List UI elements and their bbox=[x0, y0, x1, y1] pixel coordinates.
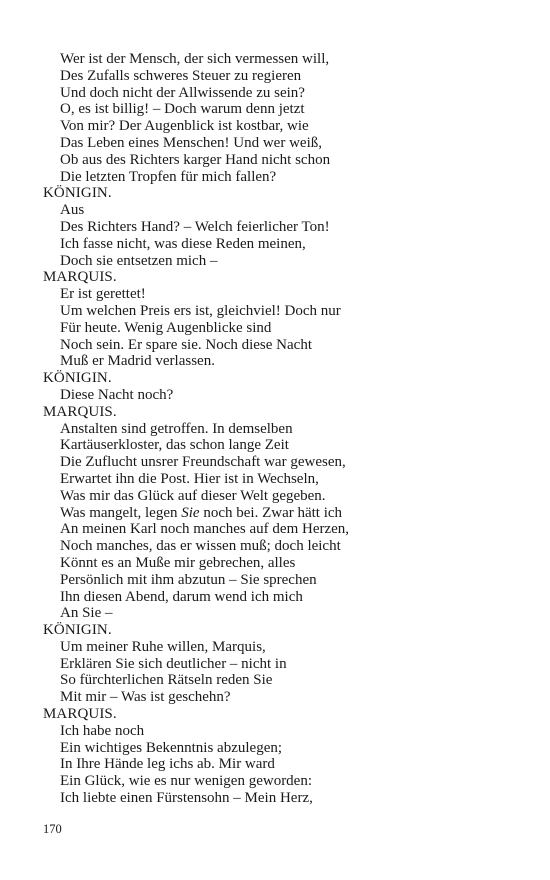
verse-line: An meinen Karl noch manches auf dem Herzen, bbox=[60, 521, 350, 538]
verse-line bbox=[0, 505, 550, 522]
page-number: 170 bbox=[43, 822, 62, 836]
verse-line: So fürchterlichen Rätseln reden Sie bbox=[60, 672, 273, 689]
verse-line: Was mir das Glück auf dieser Welt gegeben. bbox=[60, 487, 326, 504]
verse-line: Um welchen Preis ers ist, gleichviel! Doch nur bbox=[60, 302, 341, 319]
verse-line: An Sie – bbox=[60, 605, 113, 622]
emphasized-word: Sie bbox=[181, 504, 200, 521]
verse-line: Ein wichtiges Bekenntnis abzulegen; bbox=[60, 739, 283, 756]
verse-line: Und doch nicht der Allwissende zu sein? bbox=[60, 84, 305, 101]
verse-line: Ihn diesen Abend, darum wend ich mich bbox=[60, 588, 303, 605]
verse-line: Könnt es an Muße mir gebrechen, alles bbox=[60, 554, 296, 571]
verse-line: In Ihre Hände leg ichs ab. Mir ward bbox=[60, 756, 275, 773]
verse-text: noch bei. Zwar hätt ich bbox=[199, 504, 343, 521]
verse-line: Ich habe noch bbox=[60, 722, 145, 739]
verse-line: Ich fasse nicht, was diese Reden meinen, bbox=[60, 235, 306, 252]
drama-text bbox=[0, 51, 550, 807]
verse-line: Erwartet ihn die Post. Hier ist in Wechseln, bbox=[60, 470, 319, 487]
verse-line: Des Richters Hand? – Welch feierlicher Ton! bbox=[60, 218, 330, 235]
verse-line: Mit mir – Was ist geschehn? bbox=[60, 689, 231, 706]
speaker-name: MARQUIS. bbox=[43, 706, 117, 723]
verse-line: Von mir? Der Augenblick ist kostbar, wie bbox=[60, 118, 309, 135]
verse-line: Noch sein. Er spare sie. Noch diese Nacht bbox=[60, 336, 312, 353]
verse-line: Die letzten Tropfen für mich fallen? bbox=[60, 168, 277, 185]
verse-line: Um meiner Ruhe willen, Marquis, bbox=[60, 638, 266, 655]
verse-text: Was mangelt, legen bbox=[60, 504, 182, 521]
speaker-name: KÖNIGIN. bbox=[43, 185, 112, 202]
speaker-name: MARQUIS. bbox=[43, 269, 117, 286]
verse-line: Das Leben eines Menschen! Und wer weiß, bbox=[60, 134, 322, 151]
verse-line: Anstalten sind getroffen. In demselben bbox=[60, 420, 293, 437]
speaker-name: KÖNIGIN. bbox=[43, 622, 112, 639]
verse-line: Ob aus des Richters karger Hand nicht schon bbox=[60, 151, 331, 168]
verse-line: Ich liebte einen Fürstensohn – Mein Herz, bbox=[60, 790, 313, 807]
verse-line: Doch sie entsetzen mich – bbox=[60, 252, 218, 269]
verse-line: Aus bbox=[60, 202, 85, 219]
verse-line: Kartäuserkloster, das schon lange Zeit bbox=[60, 437, 289, 454]
speaker-name: MARQUIS. bbox=[43, 403, 117, 420]
verse-line: Persönlich mit ihm abzutun – Sie sprechen bbox=[60, 571, 317, 588]
verse-line: Muß er Madrid verlassen. bbox=[60, 353, 215, 370]
verse-line: Die Zuflucht unsrer Freundschaft war gewesen, bbox=[60, 454, 346, 471]
verse-line: Ein Glück, wie es nur wenigen geworden: bbox=[60, 773, 313, 790]
verse-line: Noch manches, das er wissen muß; doch leicht bbox=[60, 538, 341, 555]
verse-line: O, es ist billig! – Doch warum denn jetzt bbox=[60, 101, 305, 118]
verse-line: Er ist gerettet! bbox=[60, 286, 146, 303]
verse-line: Erklären Sie sich deutlicher – nicht in bbox=[60, 655, 287, 672]
verse-line: Für heute. Wenig Augenblicke sind bbox=[60, 319, 272, 336]
verse-line: Des Zufalls schweres Steuer zu regieren bbox=[60, 67, 302, 84]
verse-line: Wer ist der Mensch, der sich vermessen will, bbox=[60, 51, 330, 67]
verse-line: Diese Nacht noch? bbox=[60, 386, 174, 403]
speaker-name: KÖNIGIN. bbox=[43, 370, 112, 387]
